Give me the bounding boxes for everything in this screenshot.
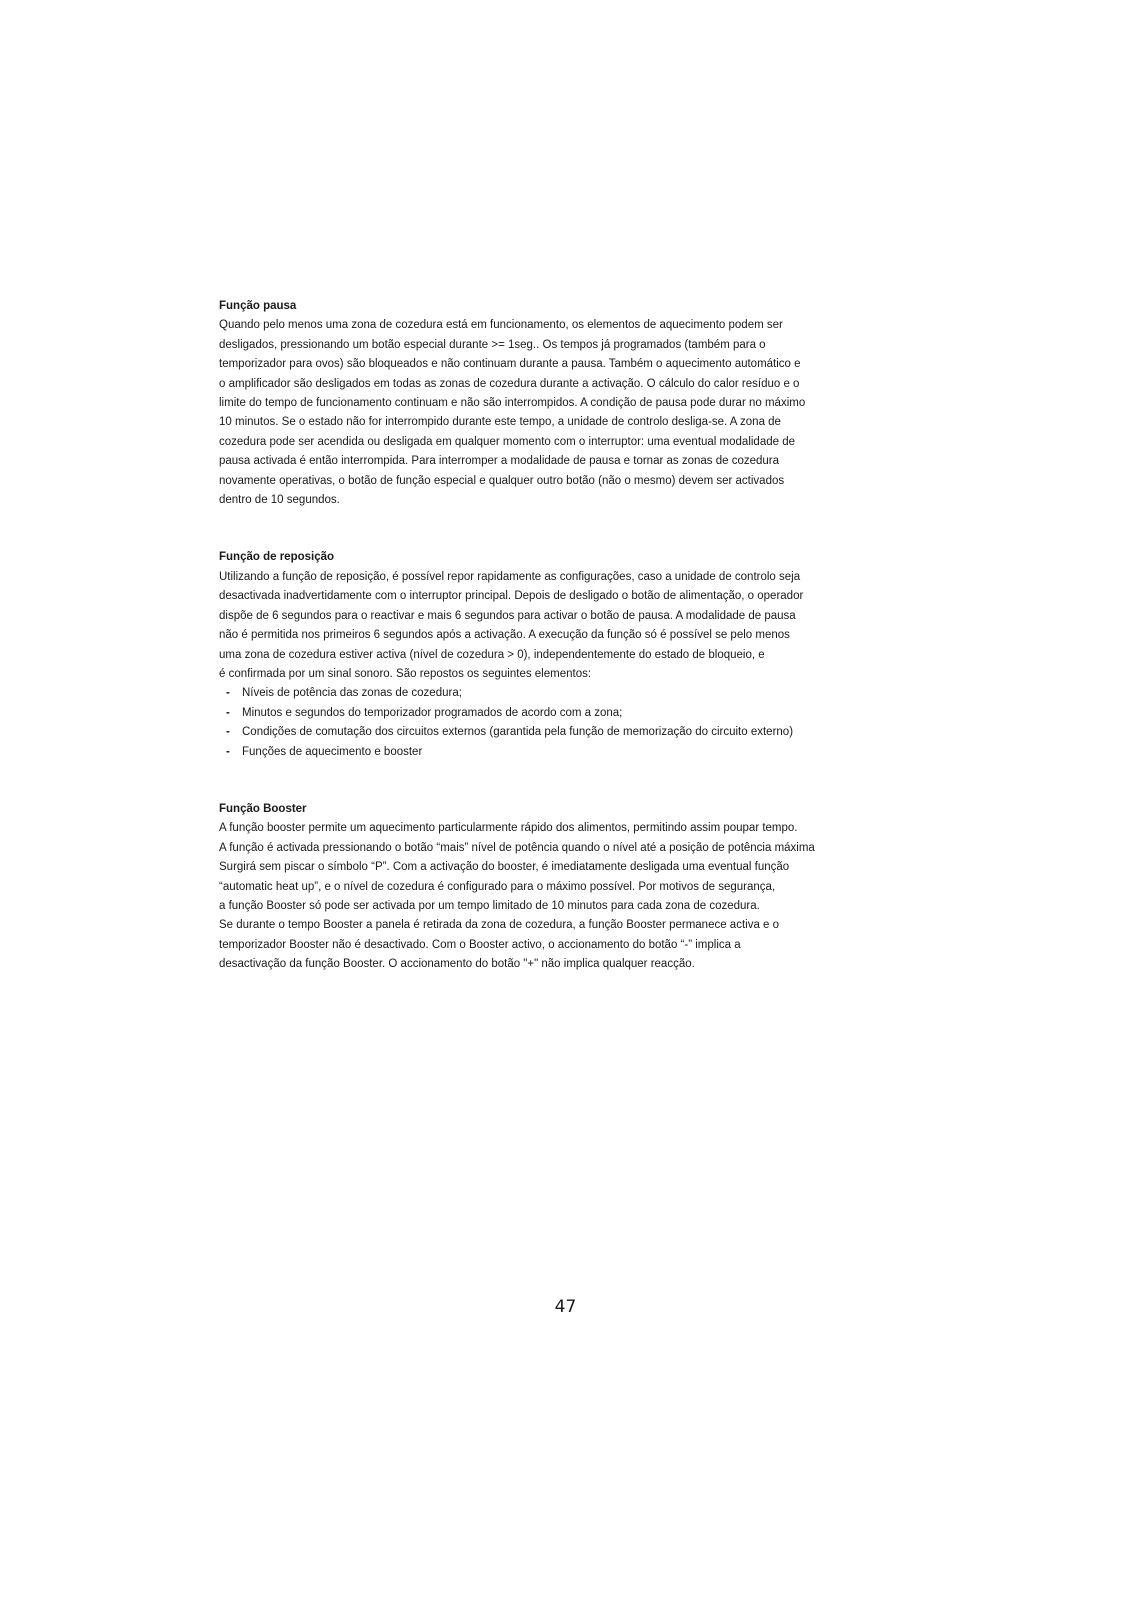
paragraph-line: novamente operativas, o botão de função especial e qualquer outro botão (não o mesmo) devem ser activados <box>219 474 785 487</box>
list-item-text: Funções de aquecimento e booster <box>242 745 423 758</box>
paragraph-line: uma zona de cozedura estiver activa (nível de cozedura > 0), independentemente do estado de bloqueio, e <box>219 648 765 661</box>
paragraph-line: desactivação da função Booster. O accionamento do botão "+" não implica qualquer reacção. <box>219 958 695 971</box>
paragraph-line: Utilizando a função de reposição, é possível repor rapidamente as configurações, caso a unidade de controlo seja <box>219 570 801 583</box>
paragraph-line: A função é activada pressionando o botão “mais” nível de potência quando o nível até a posição de potência máxima <box>219 841 815 854</box>
bullet-dash: - <box>226 687 230 700</box>
page-content <box>219 297 919 975</box>
section-funcao-pausa <box>219 297 919 510</box>
paragraph-line: o amplificador são desligados em todas as zonas de cozedura durante a activação. O cálculo do calor resíduo e o <box>219 377 800 390</box>
paragraph-line: não é permitida nos primeiros 6 segundos após a activação. A execução da função só é possível se pelo menos <box>219 629 790 642</box>
list-item-text: Minutos e segundos do temporizador programados de acordo com a zona; <box>242 706 623 719</box>
section-heading: Função de reposição <box>219 551 335 564</box>
section-funcao-reposicao <box>219 548 919 761</box>
page-number: 47 <box>554 1297 577 1317</box>
section-heading: Função Booster <box>219 802 307 815</box>
paragraph-line: é confirmada por um sinal sonoro. São repostos os seguintes elementos: <box>219 667 592 680</box>
paragraph-line: Quando pelo menos uma zona de cozedura está em funcionamento, os elementos de aquecimento podem ser <box>219 319 783 332</box>
paragraph-line: a função Booster só pode ser activada por um tempo limitado de 10 minutos para cada zona de cozedura. <box>219 899 760 912</box>
list-item <box>219 723 919 742</box>
paragraph-line: pausa activada é então interrompida. Para interromper a modalidade de pausa e tornar as zonas de cozedura <box>219 455 780 468</box>
paragraph-line: Surgirá sem piscar o símbolo “P”. Com a activação do booster, é imediatamente desligada uma eventual função <box>219 861 790 874</box>
paragraph-line: Se durante o tempo Booster a panela é retirada da zona de cozedura, a função Booster permanece activa e o <box>219 919 780 932</box>
paragraph-line: desligados, pressionando um botão especial durante >= 1seg.. Os tempos já programados (também para o <box>219 338 766 351</box>
list-item <box>219 684 919 703</box>
paragraph-line: A função booster permite um aquecimento particularmente rápido dos alimentos, permitindo assim poupar tempo. <box>219 822 798 835</box>
paragraph-line: temporizador Booster não é desactivado. Com o Booster activo, o accionamento do botão “-” implica a <box>219 938 741 951</box>
section-funcao-booster <box>219 800 919 975</box>
list-item-text: Níveis de potência das zonas de cozedura; <box>242 687 462 700</box>
bullet-dash: - <box>226 726 230 739</box>
paragraph-line: dentro de 10 segundos. <box>219 494 340 507</box>
bullet-dash: - <box>226 706 230 719</box>
paragraph-line: cozedura pode ser acendida ou desligada em qualquer momento com o interruptor: uma eventual modalidade de <box>219 435 795 448</box>
bullet-dash: - <box>226 745 230 758</box>
paragraph-line: 10 minutos. Se o estado não for interrompido durante este tempo, a unidade de controlo desliga-se. A zona de <box>219 416 781 429</box>
list-item-text: Condições de comutação dos circuitos externos (garantida pela função de memorização do circuito externo) <box>242 726 794 739</box>
paragraph-line: “automatic heat up”, e o nível de cozedura é configurado para o máximo possível. Por motivos de segurança, <box>219 880 776 893</box>
list-item <box>219 704 919 723</box>
list-item <box>219 743 919 762</box>
paragraph-line: dispõe de 6 segundos para o reactivar e mais 6 segundos para activar o botão de pausa. A modalidade de pausa <box>219 609 796 622</box>
paragraph-line: temporizador para ovos) são bloqueados e não continuam durante a pausa. Também o aquecimento automático e <box>219 358 801 371</box>
paragraph-line: desactivada inadvertidamente com o interruptor principal. Depois de desligado o botão de alimentação, o operador <box>219 590 804 603</box>
section-heading: Função pausa <box>219 300 297 312</box>
paragraph-line: limite do tempo de funcionamento continuam e não são interrompidos. A condição de pausa pode durar no máximo <box>219 397 806 410</box>
